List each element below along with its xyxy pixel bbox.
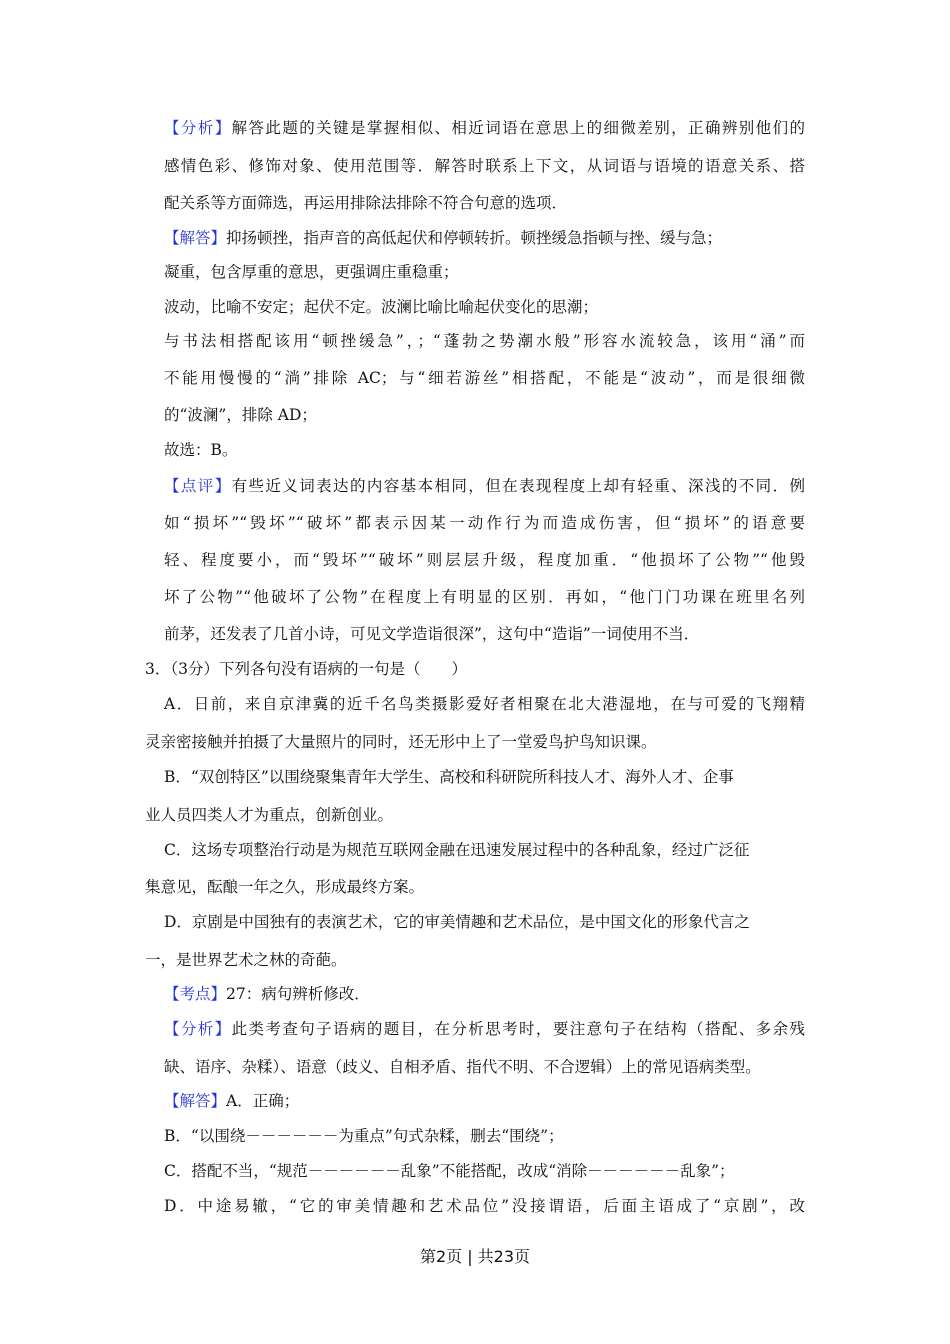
comment-line: 【点评】有些近义词表达的内容基本相同，但在表现程度上却有轻重、深浅的不同．例 (164, 477, 805, 495)
question-stem: 3．（3分）下列各句没有语病的一句是（ ） (145, 660, 467, 678)
answer-line: 故选：B。 (164, 441, 238, 459)
analysis-line: 【分析】此类考查句子语病的题目，在分析思考时，要注意句子在结构（搭配、多余残 (164, 1020, 805, 1038)
point-line: 【考点】27：病句辨析修改． (164, 985, 370, 1003)
comment-tag: 【点评】 (164, 477, 232, 495)
analysis-tag: 【分析】 (164, 119, 232, 137)
comment-line: 坏了公物”“他破坏了公物”在程度上有明显的区别．再如，“他门门功课在班里名列 (164, 588, 805, 606)
answer-line: 凝重，包含厚重的意思，更强调庄重稳重； (164, 263, 459, 281)
analysis-line: 配关系等方面筛选，再运用排除法排除不符合句意的选项． (164, 194, 568, 212)
answer-line: 波动，比喻不安定；起伏不定。波澜比喻比喻起伏变化的思潮； (164, 298, 599, 316)
answer-tag: 【解答】 (164, 1092, 227, 1110)
option-c-cont: 集意见，酝酿一年之久，形成最终方案。 (145, 878, 425, 896)
point-tag: 【考点】 (164, 985, 227, 1003)
comment-line: 轻、程度要小，而“毁坏”“破坏”则层层升级，程度加重．“他损坏了公物”“他毁 (164, 551, 805, 569)
analysis-line: 缺、语序、杂糅）、语意（歧义、自相矛盾、指代不明、不合逻辑）上的常见语病类型。 (164, 1058, 761, 1076)
analysis-line: 【分析】解答此题的关键是掌握相似、相近词语在意思上的细微差别，正确辨别他们的 (164, 119, 805, 137)
answer-line: 【解答】A．正确； (164, 1092, 300, 1110)
analysis-tag: 【分析】 (164, 1020, 232, 1038)
answer-line: 不能用慢慢的“淌”排除 AC；与“细若游丝”相搭配，不能是“波动”，而是很细微 (164, 369, 805, 387)
analysis-line: 感情色彩、修饰对象、使用范围等．解答时联系上下文，从词语与语境的语意关系、搭 (164, 157, 805, 175)
answer-line: C．搭配不当，“规范－－－－－－乱象”不能搭配，改成“消除－－－－－－乱象”； (164, 1162, 735, 1180)
option-a-cont: 灵亲密接触并拍摄了大量照片的同时，还无形中上了一堂爱鸟护鸟知识课。 (145, 733, 657, 751)
option-b-cont: 业人员四类人才为重点，创新创业。 (145, 806, 394, 824)
comment-line: 如“损坏”“毁坏”“破坏”都表示因某一动作行为而造成伤害，但“损坏”的语意要 (164, 514, 805, 532)
comment-line: 前茅，还发表了几首小诗，可见文学造诣很深”，这句中“造诣”一词使用不当． (164, 625, 700, 643)
option-c: C．这场专项整治行动是为规范互联网金融在迅速发展过程中的各种乱象，经过广泛征 (164, 841, 750, 859)
option-b: B．“双创特区”以围绕聚集青年大学生、高校和科研院所科技人才、海外人才、企事 (164, 768, 734, 786)
answer-tag: 【解答】 (164, 229, 227, 247)
option-d-cont: 一，是世界艺术之林的奇葩。 (145, 951, 347, 969)
option-d: D．京剧是中国独有的表演艺术，它的审美情趣和艺术品位，是中国文化的形象代言之 (164, 913, 750, 931)
answer-line: 的“波澜”，排除 AD； (164, 406, 317, 424)
page-footer: 第2页 | 共23页 (419, 1247, 531, 1266)
answer-line: D．中途易辙，“它的审美情趣和艺术品位”没接谓语，后面主语成了“京剧”，改 (164, 1197, 805, 1215)
answer-line: 与书法相搭配该用“顿挫缓急”，；“蓬勃之势潮水般”形容水流较急，该用“涌”而 (164, 332, 805, 350)
answer-line: B．“以围绕－－－－－－为重点”句式杂糅，删去“围绕”； (164, 1127, 564, 1145)
option-a: A．日前，来自京津冀的近千名鸟类摄影爱好者相聚在北大港湿地，在与可爱的飞翔精 (164, 695, 805, 713)
answer-line: 【解答】抑扬顿挫，指声音的高低起伏和停顿转折。顿挫缓急指顿与挫、缓与急； (164, 229, 723, 247)
